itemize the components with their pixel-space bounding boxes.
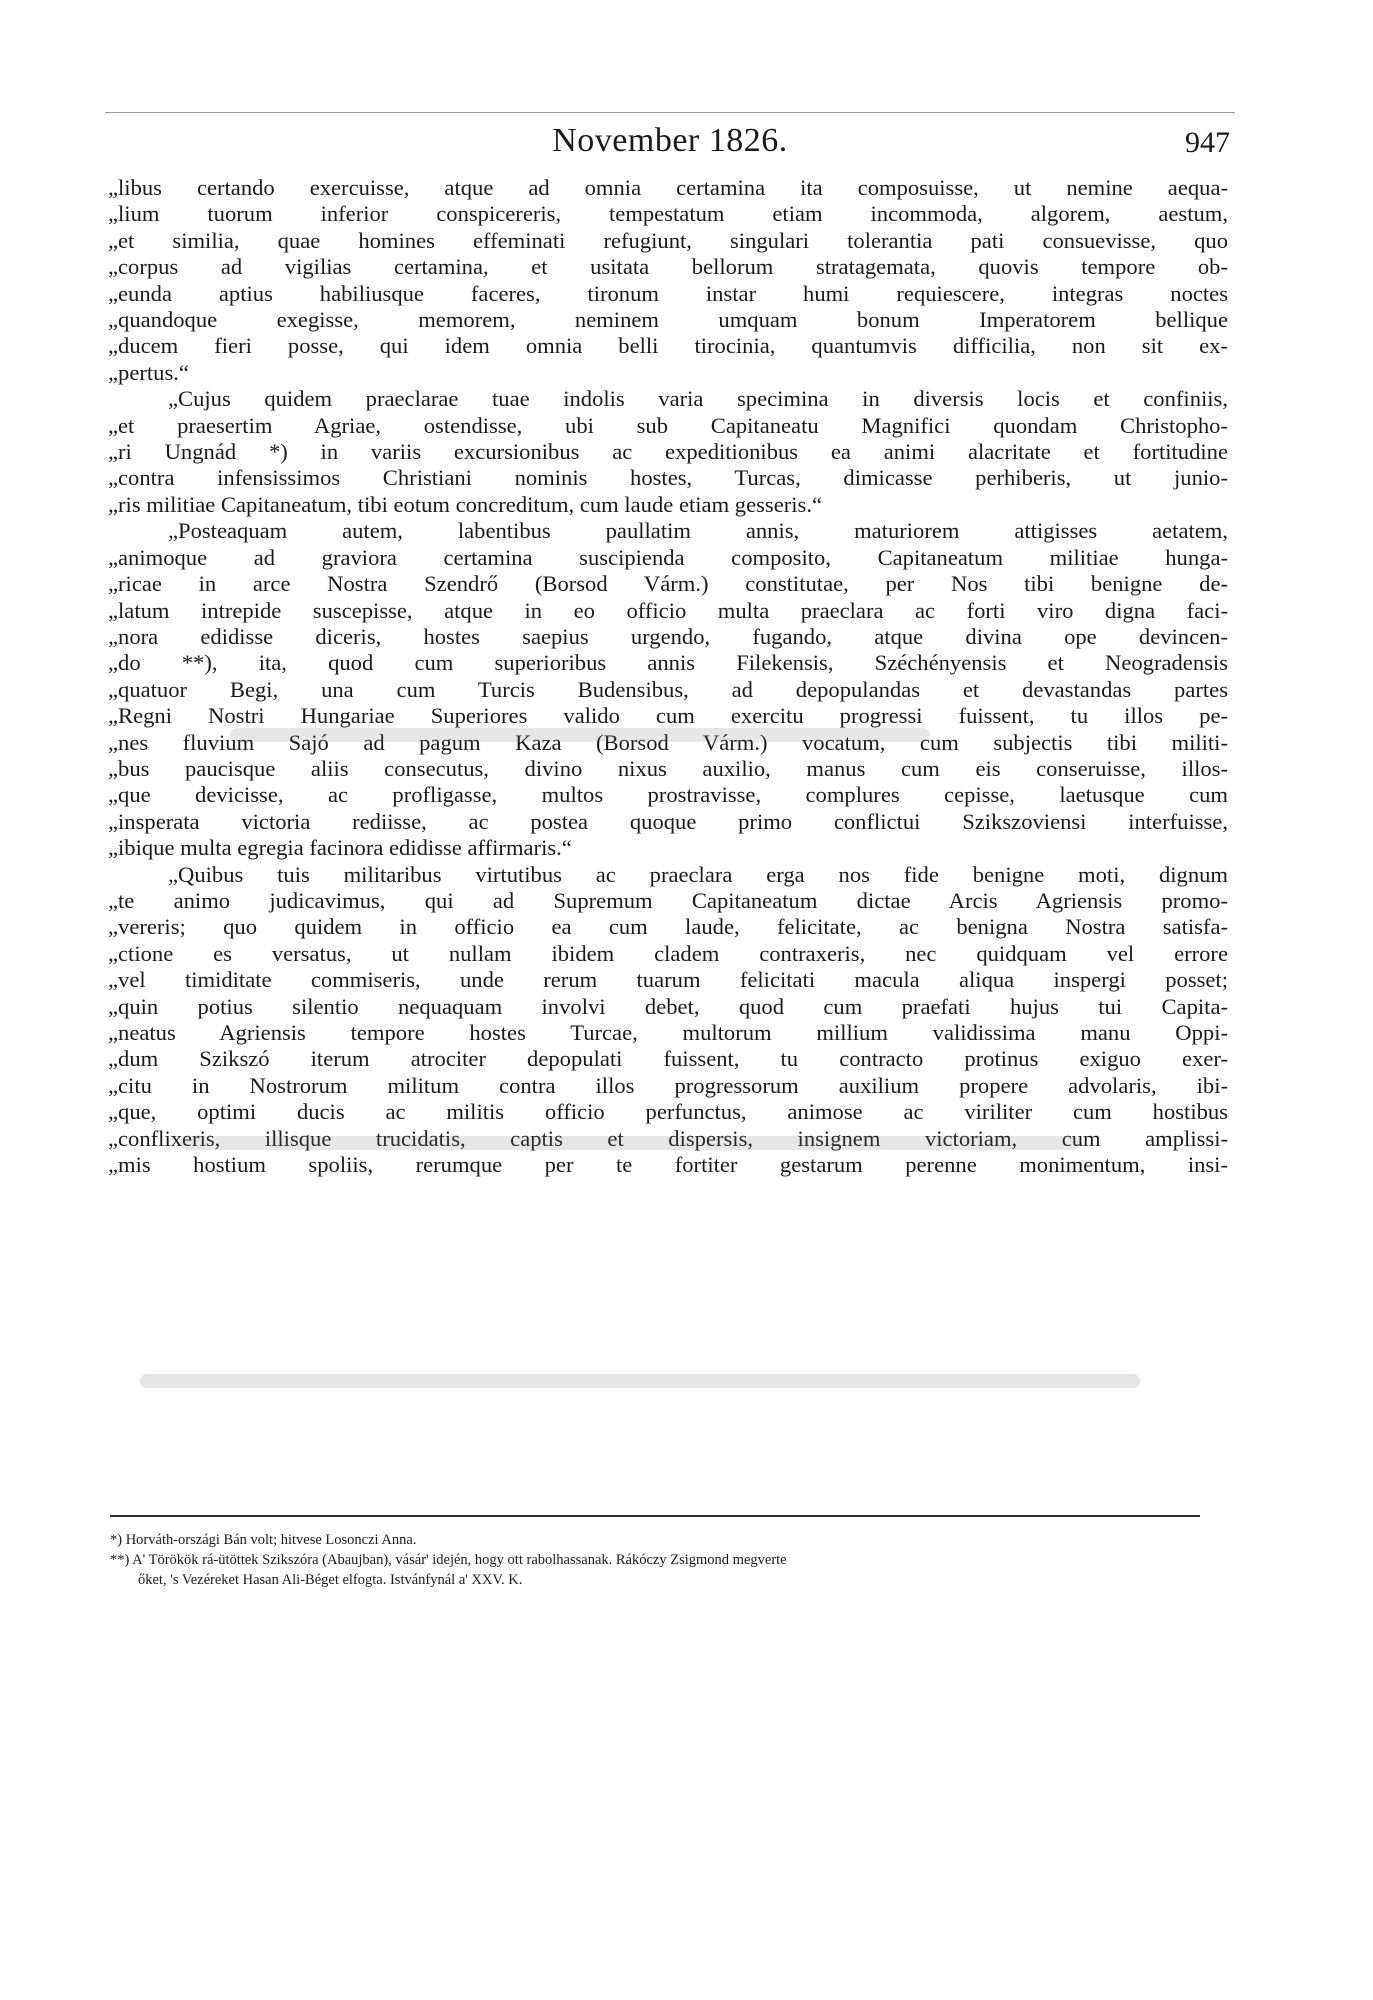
text-line: „mis hostium spoliis, rerumque per te fortiter gestarum perenne monimentum, insi- <box>108 1152 1228 1178</box>
body-text <box>108 175 1228 1178</box>
text-line: „latum intrepide suscepisse, atque in eo officio multa praeclara ac forti viro digna faci- <box>108 597 1228 623</box>
scan-smudge <box>230 728 930 742</box>
text-line: „nes fluvium Sajó ad pagum Kaza (Borsod Várm.) vocatum, cum subjectis tibi militi- <box>108 729 1228 755</box>
text-line: „Quibus tuis militaribus virtutibus ac praeclara erga nos fide benigne moti, dignum <box>168 861 1228 887</box>
text-line: „quatuor Begi, una cum Turcis Budensibus, ad depopulandas et devastandas partes <box>108 676 1228 702</box>
running-title: November 1826. <box>552 122 788 159</box>
text-line: „vereris; quo quidem in officio ea cum laude, felicitate, ac benigna Nostra satisfa- <box>108 914 1228 940</box>
text-line: „que devicisse, ac profligasse, multos prostravisse, complures cepisse, laetusque cum <box>108 782 1228 808</box>
text-line: „vel timiditate commiseris, unde rerum tuarum felicitati macula aliqua inspergi posset; <box>108 967 1228 993</box>
text-line: „ibique multa egregia facinora edidisse affirmaris.“ <box>108 835 572 861</box>
scan-smudge <box>140 1374 1140 1388</box>
page-header <box>110 120 1230 170</box>
text-line: „lium tuorum inferior conspicereris, tempestatum etiam incommoda, algorem, aestum, <box>108 201 1228 227</box>
text-line: „libus certando exercuisse, atque ad omnia certamina ita composuisse, ut nemine aequa- <box>108 175 1228 200</box>
page-number: 947 <box>1185 126 1230 159</box>
text-line: „que, optimi ducis ac militis officio perfunctus, animose ac viriliter cum hostibus <box>108 1099 1228 1125</box>
text-line: „citu in Nostrorum militum contra illos progressorum auxilium propere advolaris, ibi- <box>108 1072 1228 1098</box>
text-line: „insperata victoria rediisse, ac postea quoque primo conflictui Szikszoviensi interfuisse, <box>108 808 1228 834</box>
footnote: *) Horváth-országi Bán volt; hitvese Losonczi Anna. <box>110 1532 417 1548</box>
text-line: „bus paucisque aliis consecutus, divino nixus auxilio, manus cum eis conseruisse, illos- <box>108 755 1228 781</box>
text-line: „pertus.“ <box>108 359 189 385</box>
text-line: „et similia, quae homines effeminati refugiunt, singulari tolerantia pati consuevisse, quo <box>108 227 1228 253</box>
text-line: „Regni Nostri Hungariae Superiores valido cum exercitu progressi fuissent, tu illos pe- <box>108 703 1228 729</box>
text-line: „et praesertim Agriae, ostendisse, ubi sub Capitaneatu Magnifici quondam Christopho- <box>108 412 1228 438</box>
footnote-separator <box>110 1515 1200 1517</box>
text-line: „dum Szikszó iterum atrociter depopulati fuissent, tu contracto protinus exiguo exer- <box>108 1046 1228 1072</box>
text-line: „eunda aptius habiliusque faceres, tironum instar humi requiescere, integras noctes <box>108 280 1228 306</box>
text-line: „Posteaquam autem, labentibus paullatim annis, maturiorem attigisses aetatem, <box>168 518 1228 544</box>
text-line: „ris militiae Capitaneatum, tibi eotum concreditum, cum laude etiam gesseris.“ <box>108 491 822 517</box>
footnote: **) A' Törökök rá-ütöttek Szikszóra (Abaujban), vásár' idején, hogy ott rabolhassanak. Rákóczy Zsigmond megverte <box>110 1552 787 1568</box>
text-line: „nora edidisse diceris, hostes saepius urgendo, fugando, atque divina ope devincen- <box>108 623 1228 649</box>
text-line: „do **), ita, quod cum superioribus annis Filekensis, Széchényensis et Neogradensis <box>108 650 1228 676</box>
text-line: „te animo judicavimus, qui ad Supremum Capitaneatum dictae Arcis Agriensis promo- <box>108 887 1228 913</box>
text-line: „animoque ad graviora certamina suscipienda composito, Capitaneatum militiae hunga- <box>108 544 1228 570</box>
text-line: „ri Ungnád *) in variis excursionibus ac expeditionibus ea animi alacritate et fortitudine <box>108 439 1228 465</box>
text-line: „conflixeris, illisque trucidatis, captis et dispersis, insignem victoriam, cum amplissi- <box>108 1125 1228 1151</box>
footnote-continuation: őket, 's Vezéreket Hasan Ali-Béget elfogta. Istvánfynál a' XXV. K. <box>138 1572 523 1588</box>
text-line: „quin potius silentio nequaquam involvi debet, quod cum praefati hujus tui Capita- <box>108 993 1228 1019</box>
text-line: „ricae in arce Nostra Szendrő (Borsod Várm.) constitutae, per Nos tibi benigne de- <box>108 571 1228 597</box>
text-line: „neatus Agriensis tempore hostes Turcae, multorum millium validissima manu Oppi- <box>108 1020 1228 1045</box>
text-line: „ducem fieri posse, qui idem omnia belli tirocinia, quantumvis difficilia, non sit ex- <box>108 333 1228 359</box>
text-line: „Cujus quidem praeclarae tuae indolis varia specimina in diversis locis et confiniis, <box>168 386 1228 412</box>
footnotes <box>110 1530 1210 1590</box>
text-line: „corpus ad vigilias certamina, et usitata bellorum stratagemata, quovis tempore ob- <box>108 254 1228 280</box>
text-line: „ctione es versatus, ut nullam ibidem cladem contraxeris, nec quidquam vel errore <box>108 940 1228 966</box>
header-rule <box>105 112 1235 113</box>
text-line: „quandoque exegisse, memorem, neminem umquam bonum Imperatorem bellique <box>108 307 1228 333</box>
scan-smudge <box>180 1136 1080 1150</box>
text-line: „contra infensissimos Christiani nominis hostes, Turcas, dimicasse perhiberis, ut junio- <box>108 465 1228 491</box>
